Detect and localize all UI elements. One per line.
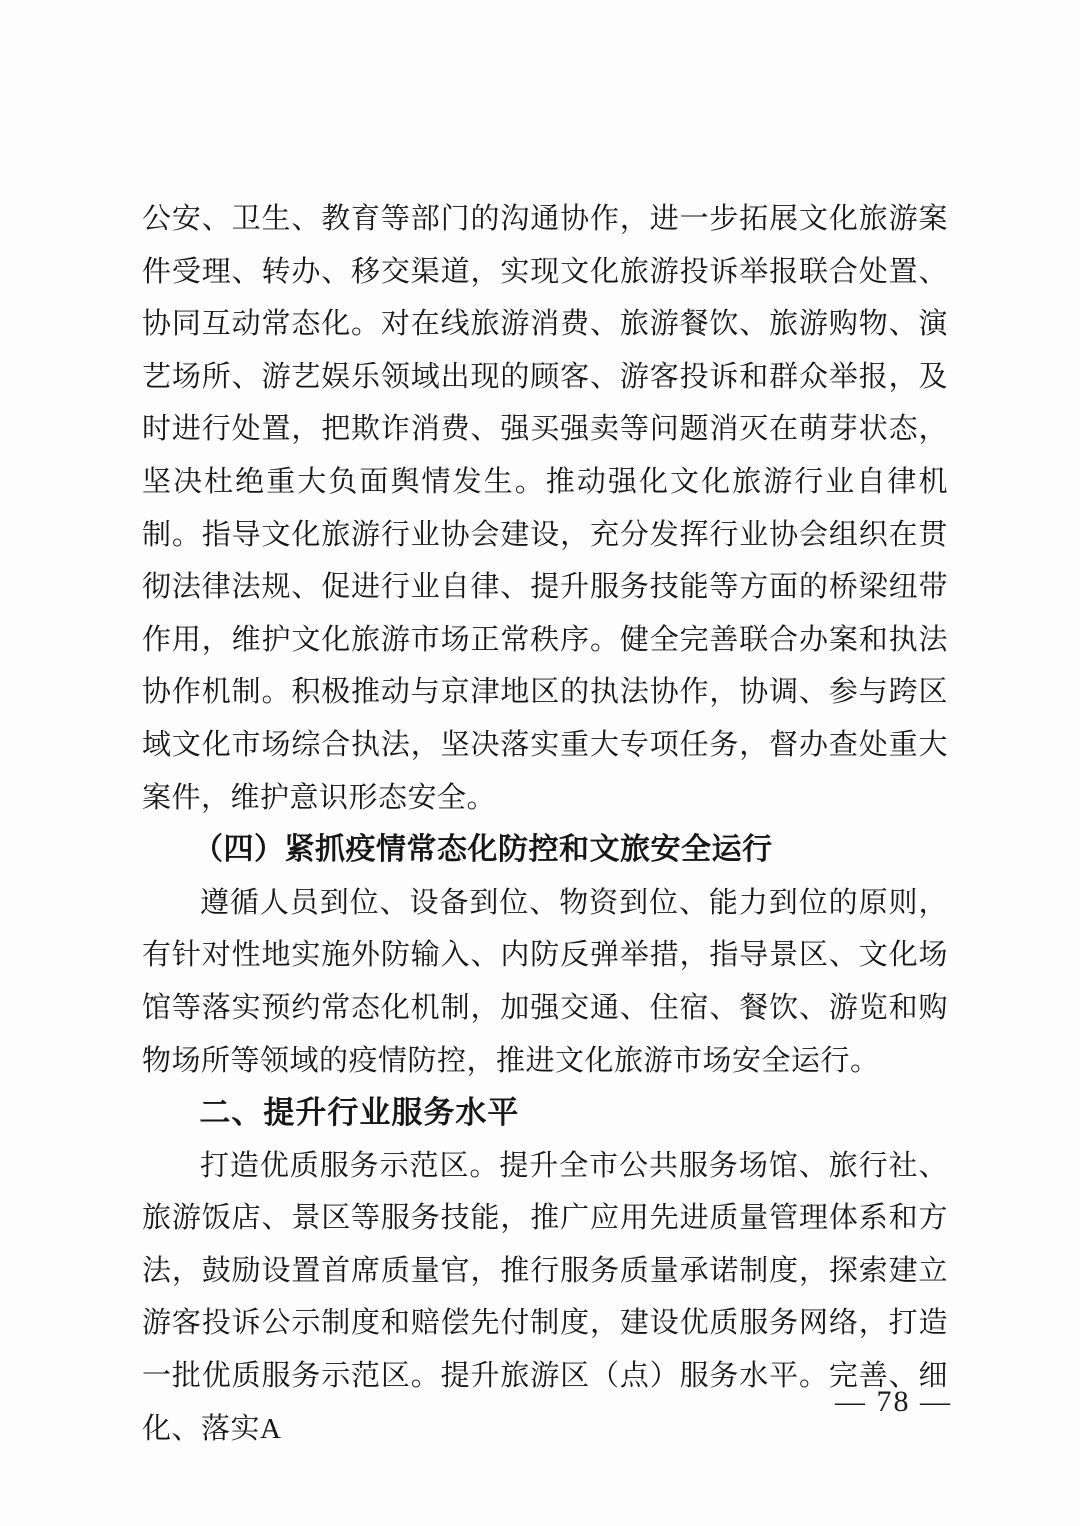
paragraph-continuation: 公安、卫生、教育等部门的沟通协作，进一步拓展文化旅游案件受理、转办、移交渠道，实现文化旅游投诉举报联合处置、协同互动常态化。对在线旅游消费、旅游餐饮、旅游购物、演艺场所、游艺娱乐领域出现的顾客、游客投诉和群众举报，及时进行处置，把欺诈消费、强买强卖等问题消灭在萌芽状态，坚决杜绝重大负面舆情发生。推动强化文化旅游行业自律机制。指导文化旅游行业协会建设，充分发挥行业协会组织在贯彻法律法规、促进行业自律、提升服务技能等方面的桥梁纽带作用，维护文化旅游市场正常秩序。健全完善联合办案和执法协作机制。积极推动与京津地区的执法协作，协调、参与跨区域文化市场综合执法，坚决落实重大专项任务，督办查处重大案件，维护意识形态安全。	[142, 203, 948, 814]
document-body	[142, 193, 948, 1455]
subsection-heading: （四）紧抓疫情常态化防控和文旅安全运行	[193, 833, 773, 867]
page-number: — 78 —	[835, 1385, 952, 1418]
paragraph: 遵循人员到位、设备到位、物资到位、能力到位的原则，有针对性地实施外防输入、内防反弹举措，指导景区、文化场馆等落实预约常态化机制，加强交通、住宿、餐饮、游览和购物场所等领域的疫情防控，推进文化旅游市场安全运行。	[142, 886, 948, 1077]
paragraph: 打造优质服务示范区。提升全市公共服务场馆、旅行社、旅游饭店、景区等服务技能，推广应用先进质量管理体系和方法，鼓励设置首席质量官，推行服务质量承诺制度，探索建立游客投诉公示制度和赔偿先付制度，建设优质服务网络，打造一批优质服务示范区。提升旅游区（点）服务水平。完善、细化、落实A	[142, 1149, 948, 1445]
section-heading: 二、提升行业服务水平	[199, 1095, 520, 1131]
page-footer	[835, 1385, 952, 1419]
